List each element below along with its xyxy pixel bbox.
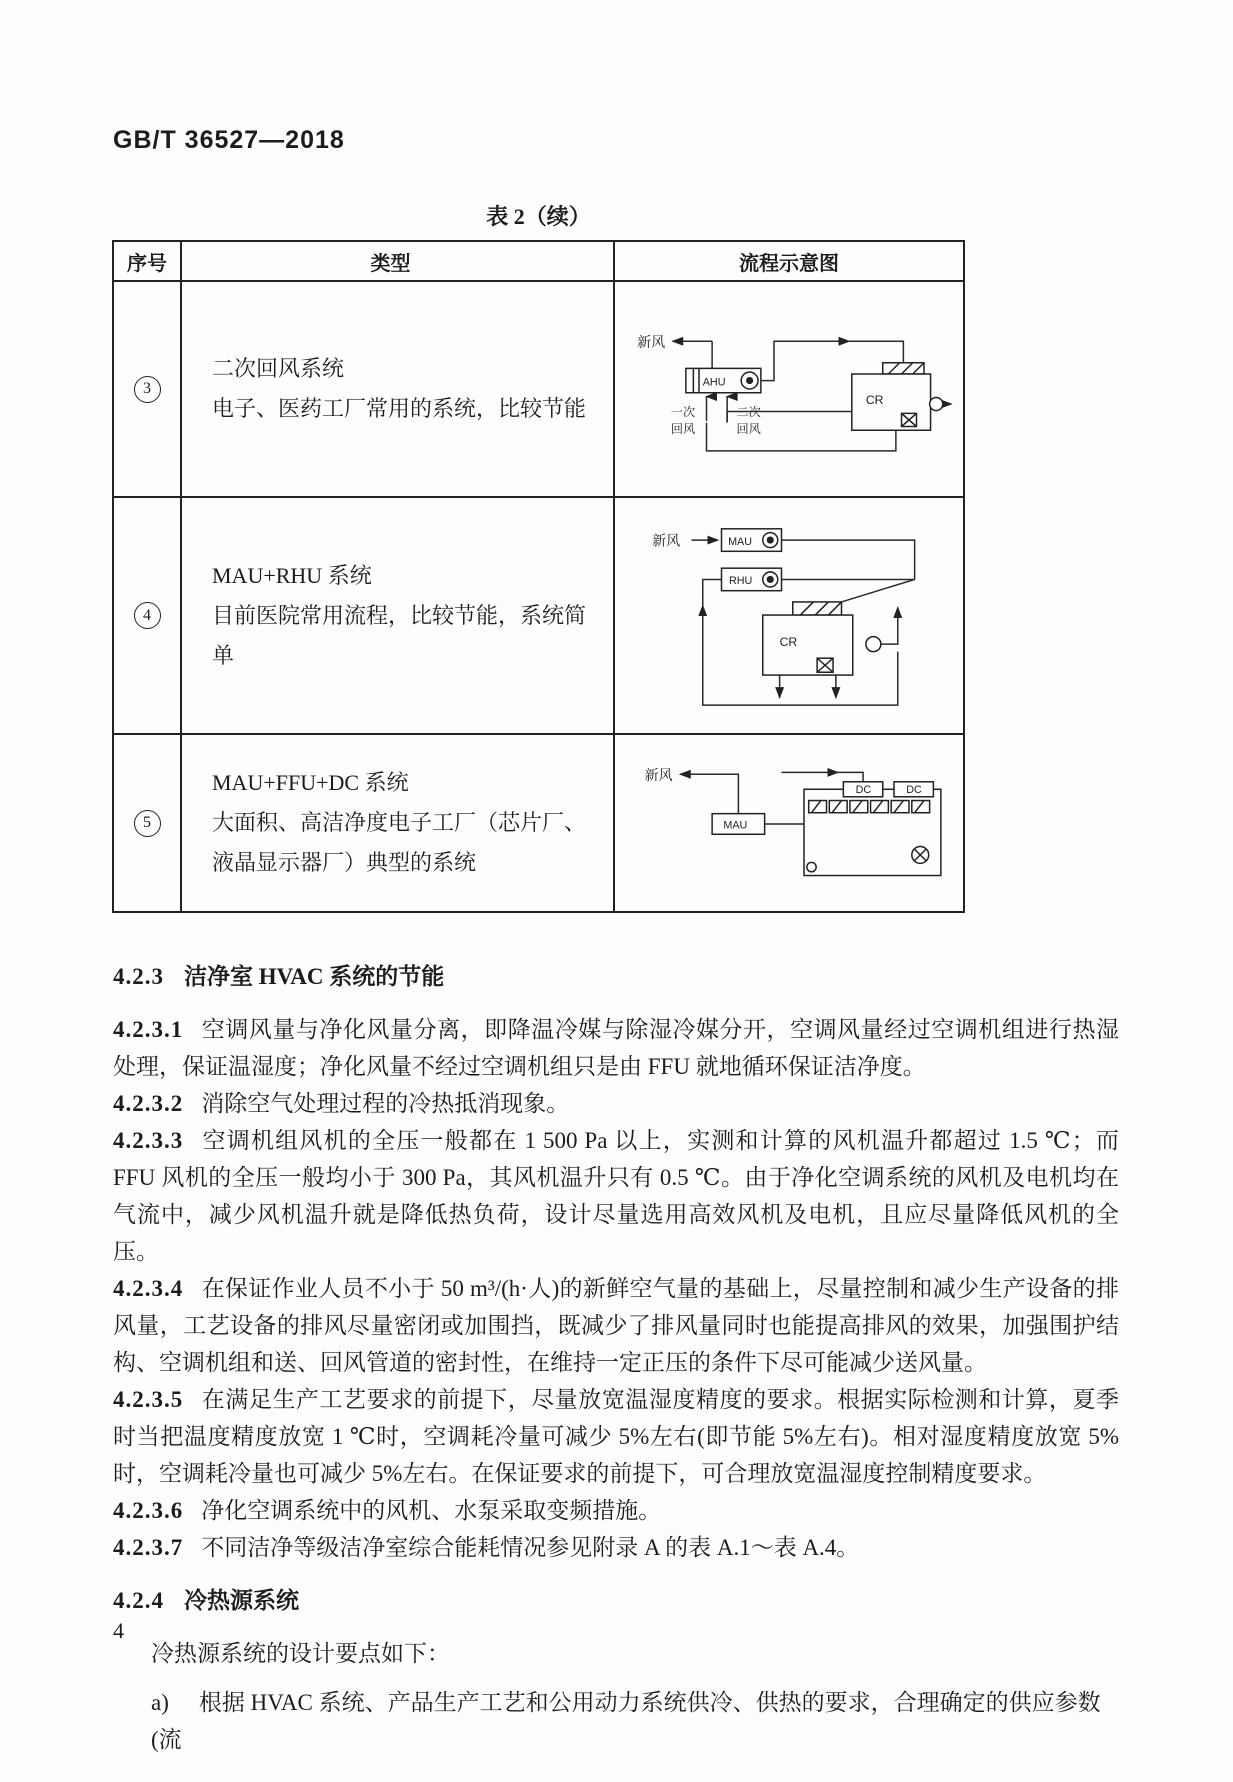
section-title: 冷热源系统	[184, 1588, 299, 1613]
supply-line	[849, 341, 903, 363]
clause-text: 在满足生产工艺要求的前提下，尽量放宽温湿度精度的要求。根据实际检测和计算，夏季时当把温度精度放宽 1 ℃时，空调耗冷量可减少 5%左右(即节能 5%左右)。相对湿度精度放宽 5%时，空调耗冷量也可减少 5%左右。在保证要求的前提下，可合理放宽温湿度控制精度要求。	[113, 1387, 1119, 1486]
flow-diagram-secondary-return	[624, 305, 954, 473]
spacer	[113, 995, 1119, 1011]
ffu-icon	[891, 800, 909, 812]
cr-label: CR	[865, 393, 884, 407]
row-index-cell	[114, 498, 182, 733]
ffu-icon	[912, 800, 930, 812]
dc-label: DC	[906, 783, 922, 796]
table-row	[114, 733, 963, 911]
fan-icon	[866, 636, 881, 651]
clause-text: 空调机组风机的全压一般都在 1 500 Pa 以上，实测和计算的风机温升都超过 1.5 ℃；而 FFU 风机的全压一般均小于 300 Pa，其风机温升只有 0.5 ℃。由于净化空调系统的风机及电机均在气流中，减少风机温升就是降低热负荷，设计尽量选用高效风机及电机，且应尽量降低风机的全压。	[113, 1128, 1119, 1264]
clause-paragraph	[113, 1381, 1119, 1492]
clause-number: 4.2.3.5	[113, 1387, 184, 1412]
mau-label: MAU	[723, 819, 748, 832]
row-diagram-cell	[615, 735, 963, 911]
ffu-icon	[809, 800, 827, 812]
table-header-row	[114, 242, 963, 280]
system-desc: 大面积、高洁净度电子工厂（芯片厂、液晶显示器厂）典型的系统	[212, 810, 587, 875]
clause-number: 4.2.3.6	[113, 1498, 184, 1523]
clause-paragraph	[113, 1492, 1119, 1529]
clause-number: 4.2.3.2	[113, 1091, 184, 1116]
row-index-circled: 4	[134, 602, 161, 629]
section-number: 4.2.4	[113, 1588, 164, 1613]
sensor-icon	[807, 862, 816, 871]
page-number: 4	[113, 1618, 124, 1643]
list-item-label: a)	[151, 1690, 169, 1715]
cleanroom-box	[763, 615, 853, 675]
clause-text: 空调风量与净化风量分离，即降温冷媒与除湿冷媒分开，空调风量经过空调机组进行热湿处理，保证温湿度；净化风量不经过空调机组只是由 FFU 就地循环保证洁净度。	[113, 1017, 1119, 1079]
clause-paragraph	[113, 1085, 1119, 1122]
secondary-return-label: 回风	[736, 422, 761, 437]
rhu-label: RHU	[729, 574, 753, 587]
supply-line	[838, 772, 863, 781]
flow-diagram-mau-rhu	[624, 505, 954, 727]
row-diagram-cell	[615, 498, 963, 733]
clause-paragraph	[113, 1122, 1119, 1270]
fan-hub-icon	[747, 378, 753, 384]
row-index-cell	[114, 282, 182, 496]
row-index-circled: 3	[134, 376, 161, 403]
spacer	[113, 1566, 1119, 1582]
section-number: 4.2.3	[113, 964, 164, 989]
exhaust-up-arrow	[881, 607, 898, 644]
primary-return-label: 一次	[670, 405, 696, 420]
supply-line	[782, 540, 915, 579]
list-item-text: 根据 HVAC 系统、产品生产工艺和公用动力系统供冷、供热的要求，合理确定的供应参数(流	[151, 1690, 1101, 1752]
fan-hub-icon	[767, 576, 773, 582]
fresh-air-label: 新风	[644, 767, 673, 784]
equipment	[722, 528, 881, 674]
clause-paragraph	[113, 1529, 1119, 1566]
col-header-index: 序号	[114, 242, 182, 280]
fan-hub-icon	[767, 537, 773, 543]
clause-text: 在保证作业人员不小于 50 m³/(h·人)的新鲜空气量的基础上，尽量控制和减少生产设备的排风量，工艺设备的排风尽量密闭或加围挡，既减少了排风量同时也能提高排风的效果，加强围护结构、空调机组和送、回风管道的密封性，在维持一定正压的条件下尽可能减少送风量。	[113, 1276, 1119, 1375]
clause-paragraph	[113, 1270, 1119, 1381]
section-heading-4-2-3	[113, 958, 1119, 995]
col-header-diagram: 流程示意图	[739, 252, 839, 275]
row-diagram-cell	[615, 282, 963, 496]
cleanroom-box	[852, 374, 931, 430]
body-text	[113, 958, 1119, 1758]
flow-line	[714, 774, 738, 813]
diagonal-line	[842, 579, 915, 602]
ffu-icon	[871, 800, 889, 812]
system-desc: 电子、医药工厂常用的系统，比较节能	[212, 396, 587, 421]
equipment	[686, 363, 943, 431]
row-type-cell	[182, 282, 615, 496]
clause-number: 4.2.3.4	[113, 1276, 184, 1301]
lead-sentence: 冷热源系统的设计要点如下：	[151, 1641, 450, 1666]
cr-label: CR	[779, 634, 798, 649]
systems-table	[112, 240, 965, 913]
secondary-return-label: 二次	[736, 405, 761, 420]
clause-number: 4.2.3.1	[113, 1017, 184, 1042]
system-title: 二次回风系统	[212, 356, 345, 381]
clause-text: 不同洁净等级洁净室综合能耗情况参见附录 A 的表 A.1～表 A.4。	[201, 1535, 860, 1560]
primary-return-label: 回风	[670, 422, 696, 437]
ahu-label: AHU	[702, 376, 726, 389]
clause-number: 4.2.3.7	[113, 1535, 184, 1560]
row-type-cell	[182, 498, 615, 733]
fan-icon	[930, 397, 943, 410]
fresh-air-label: 新风	[652, 533, 681, 550]
supply-line	[761, 341, 849, 380]
table-caption: 表 2（续）	[486, 204, 591, 229]
dc-label: DC	[855, 783, 872, 796]
table-row	[114, 280, 963, 496]
list-item-a	[113, 1684, 1119, 1758]
system-title: MAU+FFU+DC 系统	[212, 770, 409, 795]
spacer	[113, 1619, 1119, 1635]
clause-number: 4.2.3.3	[113, 1128, 184, 1153]
row-type-cell	[182, 735, 615, 911]
fresh-air-label: 新风	[637, 334, 666, 351]
system-desc: 目前医院常用流程，比较节能，系统简单	[212, 602, 587, 668]
mau-label: MAU	[728, 535, 752, 548]
row-index-circled: 5	[134, 810, 161, 837]
clause-text: 消除空气处理过程的冷热抵消现象。	[201, 1091, 570, 1116]
row-index-cell	[114, 735, 182, 911]
col-header-type: 类型	[182, 242, 615, 280]
clause-paragraph	[113, 1011, 1119, 1085]
section-heading-4-2-4	[113, 1582, 1119, 1619]
clause-text: 净化空调系统中的风机、水泵采取变频措施。	[201, 1498, 662, 1523]
ffu-icon	[850, 800, 868, 812]
standard-number: GB/T 36527—2018	[113, 126, 345, 154]
ffu-icon	[829, 800, 847, 812]
spacer	[113, 1672, 1119, 1684]
section-title: 洁净室 HVAC 系统的节能	[184, 964, 445, 989]
system-title: MAU+RHU 系统	[212, 562, 372, 588]
flow-diagram-mau-ffu-dc	[624, 746, 954, 901]
table-row	[114, 496, 963, 733]
